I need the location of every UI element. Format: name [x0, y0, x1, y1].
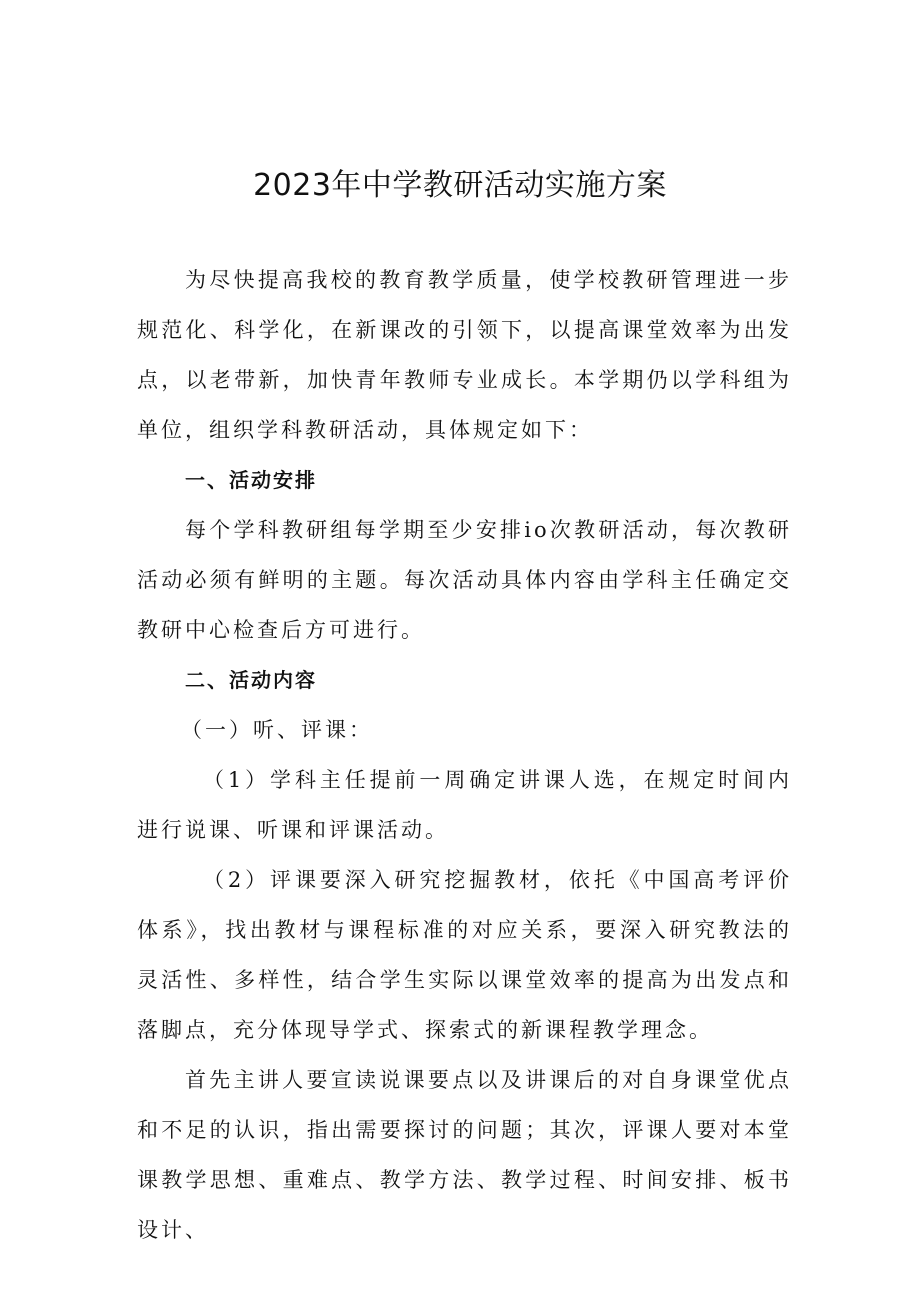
intro-paragraph: 为尽快提高我校的教育教学质量，使学校教研管理进一步规范化、科学化，在新课改的引领下，以提高课堂效率为出发点，以老带新，加快青年教师专业成长。本学期仍以学科组为单位，组织学科教研活动，具体规定如下：: [137, 268, 792, 442]
list-item-2: （2）评课要深入研究挖掘教材，依托《中国高考评价体系》，找出教材与课程标准的对应关系，要深入研究教法的灵活性、多样性，结合学生实际以课堂效率的提高为出发点和落脚点，充分体现导学式、探索式的新课程教学理念。: [137, 868, 792, 1042]
document-body: [137, 255, 792, 1255]
arrangement-paragraph: 每个学科教研组每学期至少安排io次教研活动，每次教研活动必须有鲜明的主题。每次活动具体内容由学科主任确定交教研中心检查后方可进行。: [137, 518, 792, 642]
section-heading-arrangement: 一、活动安排: [185, 468, 317, 492]
list-item-1: （1）学科主任提前一周确定讲课人选，在规定时间内进行说课、听课和评课活动。: [137, 768, 792, 842]
section-heading-content: 二、活动内容: [185, 668, 317, 692]
closing-paragraph: 首先主讲人要宣读说课要点以及讲课后的对自身课堂优点和不足的认识，指出需要探讨的问题；其次，评课人要对本堂课教学思想、重难点、教学方法、教学过程、时间安排、板书设计、: [137, 1068, 792, 1242]
document-title: 2023年中学教研活动实施方案: [253, 168, 667, 203]
sub-heading-lesson-review: （一）听、评课：: [181, 718, 373, 742]
